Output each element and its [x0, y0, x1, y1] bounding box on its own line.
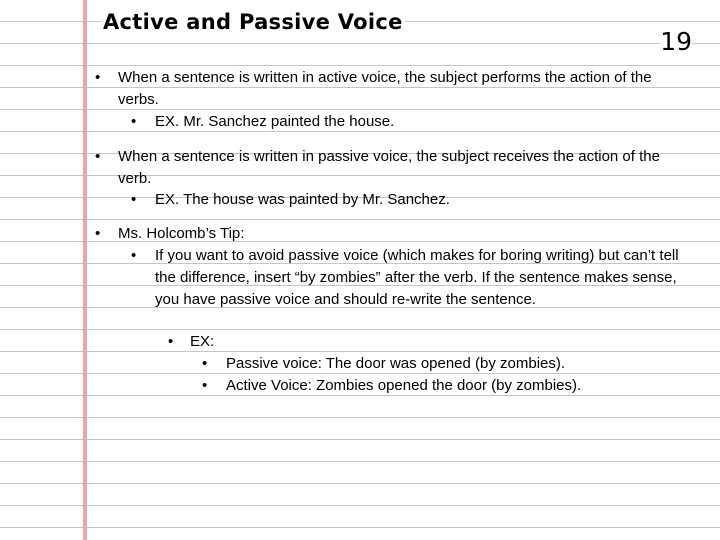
bullet-tip-ex-passive	[202, 353, 696, 375]
bullet-tip-detail-text: If you want to avoid passive voice (which makes for boring writing) but can’t tell the difference, insert “by zombies” after the verb. If the sentence makes sense, you have passive voice and should re-write the sentence.	[155, 247, 679, 308]
bullet-passive-example-text: EX. The house was painted by Mr. Sanchez.	[155, 191, 450, 208]
bullet-tip-ex-passive-text: Passive voice: The door was opened (by zombies).	[226, 355, 566, 372]
bullet-dot-icon: •	[168, 333, 174, 350]
slide-title: Active and Passive Voice	[103, 10, 403, 34]
bullet-tip-detail	[131, 245, 685, 311]
bullet-passive-voice	[95, 146, 693, 190]
bullet-tip-ex-active	[202, 375, 696, 397]
bullet-active-voice	[95, 67, 693, 111]
bullet-tip-ex	[168, 331, 670, 353]
page-number: 19	[660, 27, 692, 56]
bullet-active-example	[131, 111, 685, 133]
bullet-tip-text: Ms. Holcomb’s Tip:	[118, 225, 245, 242]
bullet-tip	[95, 223, 693, 245]
bullet-passive-example	[131, 189, 685, 211]
bullet-active-example-text: EX. Mr. Sanchez painted the house.	[155, 113, 395, 130]
bullet-dot-icon: •	[131, 113, 137, 130]
bullet-passive-voice-text: When a sentence is written in passive voice, the subject receives the action of the verb.	[118, 148, 660, 187]
bullet-dot-icon: •	[95, 69, 101, 86]
bullet-dot-icon: •	[131, 191, 137, 208]
bullet-tip-ex-label: EX:	[190, 333, 215, 350]
notebook-margin-line	[83, 0, 87, 540]
bullet-active-voice-text: When a sentence is written in active voice, the subject performs the action of the verbs.	[118, 69, 652, 108]
bullet-tip-ex-active-text: Active Voice: Zombies opened the door (by zombies).	[226, 377, 582, 394]
bullet-dot-icon: •	[202, 377, 208, 394]
bullet-dot-icon: •	[202, 355, 208, 372]
bullet-dot-icon: •	[131, 247, 137, 264]
bullet-dot-icon: •	[95, 225, 101, 242]
bullet-dot-icon: •	[95, 148, 101, 165]
